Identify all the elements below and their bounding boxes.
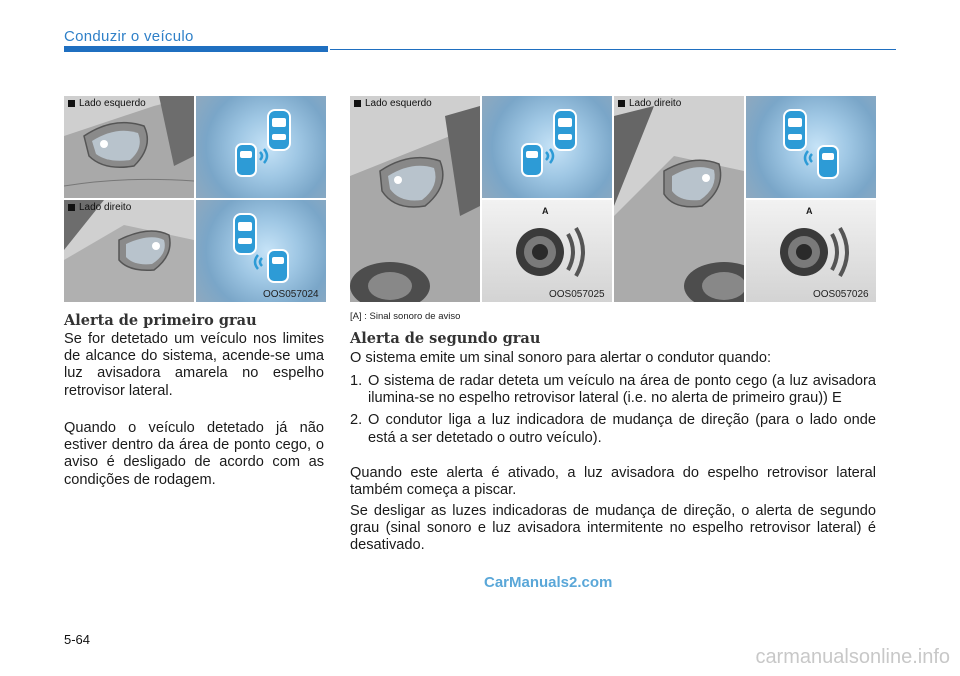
left-top-radar-diagram: [196, 96, 326, 198]
left-figure-caption-bottom: Lado direito: [68, 202, 131, 213]
second-alert-conditions: [350, 373, 876, 452]
warning-light-icon: [100, 140, 108, 148]
middle-figure-code: OOS057025: [549, 289, 605, 300]
figure-note: [A] : Sinal sonoro de aviso: [350, 311, 461, 322]
right-mirror-photo: [614, 96, 744, 302]
watermark-text: CarManuals2.com: [484, 574, 613, 591]
car-top-icon: [234, 214, 256, 254]
right-figure-code: OOS057026: [813, 289, 869, 300]
square-bullet-icon: [618, 100, 625, 107]
first-alert-paragraph-2: Quando o veículo detetado já não estiver dentro da área de ponto cego, o aviso é desligado de acordo com as condições de rodagem.: [64, 420, 324, 488]
car-detected-icon: [522, 144, 542, 176]
middle-figure-caption: Lado esquerdo: [354, 98, 432, 109]
left-figure-caption-top: Lado esquerdo: [68, 98, 146, 109]
car-detected-icon: [236, 144, 256, 176]
car-detected-icon: [268, 250, 288, 282]
car-top-icon: [784, 110, 806, 150]
footer-url: carmanualsonline.info: [755, 646, 950, 668]
section-title: Conduzir o veículo: [64, 28, 194, 45]
first-alert-heading: Alerta de primeiro grau: [64, 312, 257, 329]
left-mirror-image: [64, 96, 194, 198]
car-top-icon: [268, 110, 290, 150]
left-figure-code: OOS057024: [263, 289, 319, 300]
left-bottom-radar-diagram: [196, 200, 326, 302]
warning-light-icon: [702, 174, 710, 182]
speaker-label: A: [542, 206, 549, 216]
middle-mirror-image: [350, 96, 480, 302]
second-alert-paragraph-1: Quando este alerta é ativado, a luz avisadora do espelho retrovisor lateral também começa a piscar.: [350, 465, 876, 499]
middle-speaker-panel: [482, 200, 612, 302]
page-number: 5-64: [64, 632, 91, 647]
car-mirror-illustration: [64, 96, 194, 198]
middle-radar-diagram: [482, 96, 612, 198]
right-figure-caption: Lado direito: [618, 98, 681, 109]
car-detected-icon: [818, 146, 838, 178]
list-item: 1. O sistema de radar deteta um veículo na área de ponto cego (a luz avisadora ilumina-se no espelho retrovisor lateral (i.e. no alerta de primeiro grau)) E: [350, 373, 876, 407]
car-top-icon: [554, 110, 576, 150]
warning-light-icon: [394, 176, 402, 184]
list-item: 2. O condutor liga a luz indicadora de mudança de direção (para o lado onde está a ser detetado o outro veículo).: [350, 412, 876, 446]
first-alert-paragraph-1: Se for detetado um veículo nos limites de alcance do sistema, acende-se uma luz avisadora amarela no espelho retrovisor lateral.: [64, 331, 324, 399]
right-mirror-image: [64, 200, 194, 302]
header-rule-thick: [64, 46, 328, 52]
speaker-label: A: [806, 206, 813, 216]
square-bullet-icon: [354, 100, 361, 107]
square-bullet-icon: [68, 204, 75, 211]
second-alert-paragraph-2: Se desligar as luzes indicadoras de mudança de direção, o alerta de segundo grau (sinal sonoro e luz avisadora intermitente no espelho retrovisor lateral) é desativado.: [350, 503, 876, 554]
header-rule-thin: [330, 49, 896, 50]
right-speaker-panel: [746, 200, 876, 302]
square-bullet-icon: [68, 100, 75, 107]
warning-light-icon: [152, 242, 160, 250]
second-alert-intro: O sistema emite um sinal sonoro para alertar o condutor quando:: [350, 350, 772, 366]
right-radar-diagram: [746, 96, 876, 198]
second-alert-heading: Alerta de segundo grau: [350, 330, 541, 347]
